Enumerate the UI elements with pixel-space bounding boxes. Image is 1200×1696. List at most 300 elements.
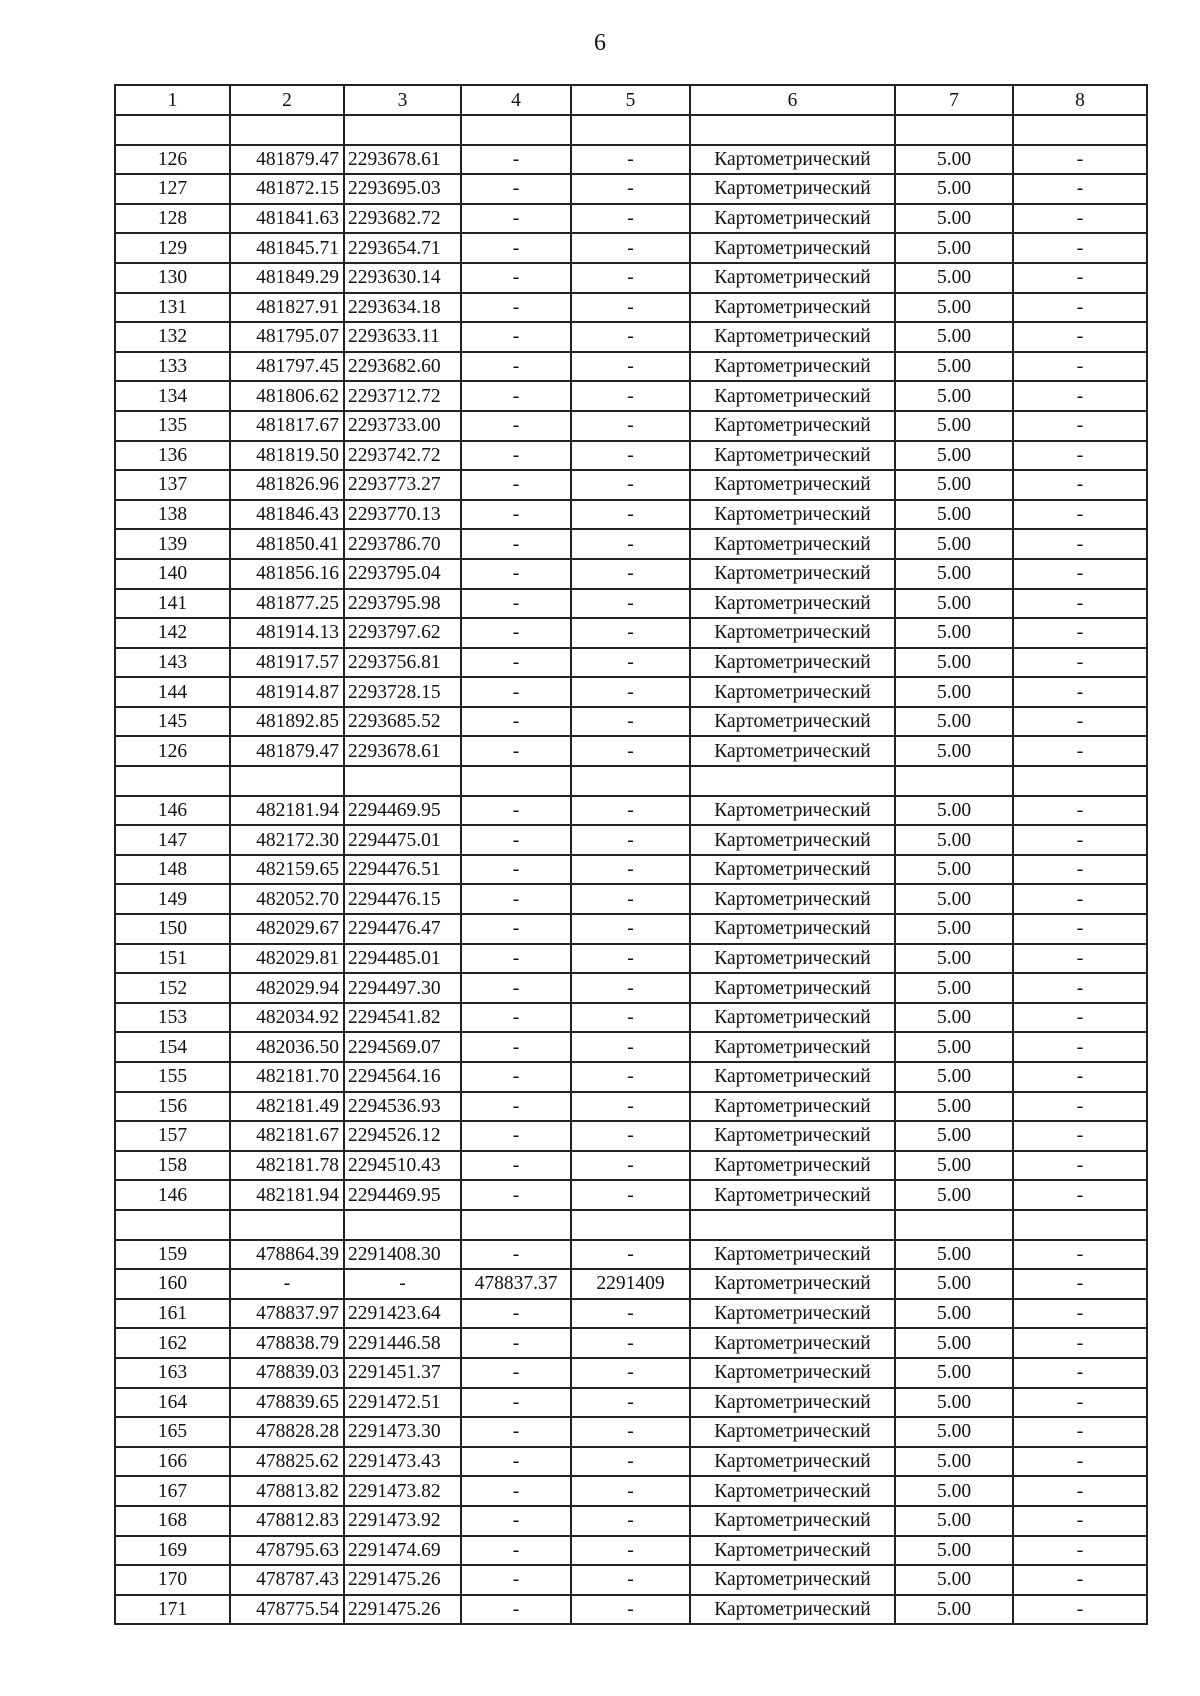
table-row: [115, 1299, 1147, 1329]
y-coordinate-cell: 2293728.15: [344, 677, 461, 707]
y-coordinate-cell: [344, 1210, 461, 1240]
accuracy-cell: [895, 766, 1013, 796]
y-new-cell: -: [571, 500, 690, 530]
y-coordinate-cell: 2293733.00: [344, 411, 461, 441]
method-cell: Картометрический: [690, 174, 895, 204]
point-number-cell: 156: [115, 1092, 230, 1122]
x-new-cell: -: [461, 1240, 571, 1270]
accuracy-cell: 5.00: [895, 707, 1013, 737]
accuracy-cell: 5.00: [895, 589, 1013, 619]
note-cell: -: [1013, 1003, 1147, 1033]
method-cell: Картометрический: [690, 1476, 895, 1506]
accuracy-cell: 5.00: [895, 352, 1013, 382]
accuracy-cell: 5.00: [895, 1269, 1013, 1299]
y-coordinate-cell: 2291473.92: [344, 1506, 461, 1536]
note-cell: -: [1013, 796, 1147, 826]
x-new-cell: -: [461, 1447, 571, 1477]
y-new-cell: [571, 115, 690, 145]
table-row: [115, 263, 1147, 293]
method-cell: Картометрический: [690, 796, 895, 826]
table-row: [115, 973, 1147, 1003]
method-cell: Картометрический: [690, 204, 895, 234]
x-coordinate-cell: 481892.85: [230, 707, 344, 737]
method-cell: Картометрический: [690, 825, 895, 855]
accuracy-cell: 5.00: [895, 914, 1013, 944]
note-cell: -: [1013, 1565, 1147, 1595]
y-new-cell: -: [571, 973, 690, 1003]
point-number-cell: 164: [115, 1388, 230, 1418]
point-number-cell: 168: [115, 1506, 230, 1536]
x-coordinate-cell: 478825.62: [230, 1447, 344, 1477]
note-cell: -: [1013, 174, 1147, 204]
x-coordinate-cell: 478813.82: [230, 1476, 344, 1506]
note-cell: -: [1013, 973, 1147, 1003]
method-cell: Картометрический: [690, 293, 895, 323]
y-new-cell: -: [571, 470, 690, 500]
y-new-cell: -: [571, 145, 690, 175]
accuracy-cell: 5.00: [895, 1565, 1013, 1595]
note-cell: -: [1013, 529, 1147, 559]
accuracy-cell: 5.00: [895, 559, 1013, 589]
note-cell: -: [1013, 677, 1147, 707]
accuracy-cell: 5.00: [895, 174, 1013, 204]
accuracy-cell: 5.00: [895, 825, 1013, 855]
point-number-cell: 126: [115, 145, 230, 175]
accuracy-cell: 5.00: [895, 736, 1013, 766]
table-row: [115, 381, 1147, 411]
note-cell: -: [1013, 1476, 1147, 1506]
table-row: [115, 1210, 1147, 1240]
note-cell: -: [1013, 1121, 1147, 1151]
point-number-cell: 170: [115, 1565, 230, 1595]
x-new-cell: -: [461, 1003, 571, 1033]
table-row: [115, 500, 1147, 530]
x-new-cell: -: [461, 529, 571, 559]
x-new-cell: -: [461, 884, 571, 914]
method-cell: Картометрический: [690, 1092, 895, 1122]
y-new-cell: -: [571, 204, 690, 234]
accuracy-cell: 5.00: [895, 1595, 1013, 1625]
accuracy-cell: 5.00: [895, 1151, 1013, 1181]
page-number: 6: [594, 30, 606, 56]
x-coordinate-cell: 481806.62: [230, 381, 344, 411]
table-body: [115, 85, 1147, 1624]
point-number-cell: 133: [115, 352, 230, 382]
column-header: 3: [344, 85, 461, 115]
method-cell: [690, 1210, 895, 1240]
point-number-cell: [115, 766, 230, 796]
method-cell: Картометрический: [690, 352, 895, 382]
y-new-cell: -: [571, 944, 690, 974]
note-cell: -: [1013, 707, 1147, 737]
method-cell: Картометрический: [690, 322, 895, 352]
note-cell: -: [1013, 263, 1147, 293]
note-cell: -: [1013, 589, 1147, 619]
y-new-cell: 2291409: [571, 1269, 690, 1299]
y-new-cell: [571, 1210, 690, 1240]
y-new-cell: -: [571, 559, 690, 589]
y-coordinate-cell: 2293712.72: [344, 381, 461, 411]
table-row: [115, 145, 1147, 175]
x-coordinate-cell: [230, 766, 344, 796]
x-new-cell: -: [461, 470, 571, 500]
y-coordinate-cell: 2294476.47: [344, 914, 461, 944]
note-cell: -: [1013, 944, 1147, 974]
x-new-cell: -: [461, 914, 571, 944]
method-cell: Картометрический: [690, 648, 895, 678]
point-number-cell: 153: [115, 1003, 230, 1033]
method-cell: Картометрический: [690, 1269, 895, 1299]
method-cell: Картометрический: [690, 470, 895, 500]
note-cell: -: [1013, 500, 1147, 530]
x-coordinate-cell: 481877.25: [230, 589, 344, 619]
point-number-cell: 171: [115, 1595, 230, 1625]
note-cell: -: [1013, 1536, 1147, 1566]
y-new-cell: -: [571, 855, 690, 885]
point-number-cell: 152: [115, 973, 230, 1003]
x-new-cell: -: [461, 1062, 571, 1092]
x-new-cell: -: [461, 589, 571, 619]
x-new-cell: -: [461, 233, 571, 263]
x-new-cell: -: [461, 1151, 571, 1181]
x-new-cell: -: [461, 174, 571, 204]
x-coordinate-cell: 481826.96: [230, 470, 344, 500]
method-cell: Картометрический: [690, 973, 895, 1003]
x-coordinate-cell: 481846.43: [230, 500, 344, 530]
accuracy-cell: 5.00: [895, 381, 1013, 411]
table-row: [115, 529, 1147, 559]
y-new-cell: -: [571, 1476, 690, 1506]
x-coordinate-cell: 482172.30: [230, 825, 344, 855]
x-coordinate-cell: 482181.67: [230, 1121, 344, 1151]
point-number-cell: 163: [115, 1358, 230, 1388]
y-coordinate-cell: 2293795.04: [344, 559, 461, 589]
accuracy-cell: [895, 115, 1013, 145]
accuracy-cell: 5.00: [895, 1476, 1013, 1506]
table-row: [115, 1240, 1147, 1270]
table-row: [115, 1595, 1147, 1625]
method-cell: Картометрический: [690, 1358, 895, 1388]
table-row: [115, 914, 1147, 944]
table-row: [115, 1565, 1147, 1595]
x-coordinate-cell: 478795.63: [230, 1536, 344, 1566]
y-coordinate-cell: 2291475.26: [344, 1595, 461, 1625]
column-header: 1: [115, 85, 230, 115]
y-new-cell: -: [571, 648, 690, 678]
x-new-cell: -: [461, 1092, 571, 1122]
y-coordinate-cell: 2291472.51: [344, 1388, 461, 1418]
table-row: [115, 1032, 1147, 1062]
table-row: [115, 352, 1147, 382]
method-cell: Картометрический: [690, 263, 895, 293]
y-new-cell: -: [571, 914, 690, 944]
x-new-cell: -: [461, 322, 571, 352]
x-coordinate-cell: 482181.94: [230, 1180, 344, 1210]
point-number-cell: 147: [115, 825, 230, 855]
y-coordinate-cell: 2293695.03: [344, 174, 461, 204]
column-header: 6: [690, 85, 895, 115]
x-coordinate-cell: 481795.07: [230, 322, 344, 352]
accuracy-cell: 5.00: [895, 677, 1013, 707]
y-new-cell: -: [571, 352, 690, 382]
table-row: [115, 115, 1147, 145]
note-cell: -: [1013, 1506, 1147, 1536]
y-coordinate-cell: 2294469.95: [344, 796, 461, 826]
y-new-cell: [571, 766, 690, 796]
x-new-cell: -: [461, 1180, 571, 1210]
accuracy-cell: 5.00: [895, 1062, 1013, 1092]
x-new-cell: -: [461, 1536, 571, 1566]
table-row: [115, 322, 1147, 352]
method-cell: Картометрический: [690, 589, 895, 619]
x-new-cell: -: [461, 441, 571, 471]
accuracy-cell: 5.00: [895, 322, 1013, 352]
y-coordinate-cell: 2291473.82: [344, 1476, 461, 1506]
y-new-cell: -: [571, 441, 690, 471]
x-coordinate-cell: 481856.16: [230, 559, 344, 589]
method-cell: Картометрический: [690, 145, 895, 175]
note-cell: -: [1013, 293, 1147, 323]
table-row: [115, 825, 1147, 855]
note-cell: -: [1013, 470, 1147, 500]
y-coordinate-cell: 2293795.98: [344, 589, 461, 619]
table-row: [115, 1417, 1147, 1447]
x-new-cell: -: [461, 707, 571, 737]
y-coordinate-cell: 2294476.51: [344, 855, 461, 885]
table-row: [115, 944, 1147, 974]
table-row: [115, 1121, 1147, 1151]
y-new-cell: -: [571, 1388, 690, 1418]
point-number-cell: 154: [115, 1032, 230, 1062]
table-row: [115, 441, 1147, 471]
point-number-cell: 167: [115, 1476, 230, 1506]
accuracy-cell: 5.00: [895, 1092, 1013, 1122]
column-header: 7: [895, 85, 1013, 115]
y-coordinate-cell: -: [344, 1269, 461, 1299]
x-new-cell: -: [461, 352, 571, 382]
x-coordinate-cell: 478775.54: [230, 1595, 344, 1625]
x-new-cell: -: [461, 1476, 571, 1506]
y-new-cell: -: [571, 1299, 690, 1329]
accuracy-cell: 5.00: [895, 145, 1013, 175]
point-number-cell: 155: [115, 1062, 230, 1092]
method-cell: Картометрический: [690, 1595, 895, 1625]
x-new-cell: -: [461, 1328, 571, 1358]
note-cell: -: [1013, 618, 1147, 648]
column-header: 5: [571, 85, 690, 115]
table-row: [115, 1388, 1147, 1418]
accuracy-cell: 5.00: [895, 1358, 1013, 1388]
accuracy-cell: 5.00: [895, 1240, 1013, 1270]
x-coordinate-cell: 478838.79: [230, 1328, 344, 1358]
method-cell: Картометрический: [690, 736, 895, 766]
y-coordinate-cell: 2293797.62: [344, 618, 461, 648]
x-coordinate-cell: 481817.67: [230, 411, 344, 441]
point-number-cell: 162: [115, 1328, 230, 1358]
y-coordinate-cell: 2291475.26: [344, 1565, 461, 1595]
table-row: [115, 1536, 1147, 1566]
y-coordinate-cell: 2294536.93: [344, 1092, 461, 1122]
y-coordinate-cell: 2294541.82: [344, 1003, 461, 1033]
accuracy-cell: 5.00: [895, 648, 1013, 678]
x-coordinate-cell: 478839.65: [230, 1388, 344, 1418]
table-row: [115, 293, 1147, 323]
x-new-cell: -: [461, 618, 571, 648]
y-coordinate-cell: 2293678.61: [344, 736, 461, 766]
accuracy-cell: 5.00: [895, 1328, 1013, 1358]
y-new-cell: -: [571, 1032, 690, 1062]
point-number-cell: 131: [115, 293, 230, 323]
method-cell: Картометрический: [690, 677, 895, 707]
x-coordinate-cell: 478864.39: [230, 1240, 344, 1270]
x-new-cell: -: [461, 944, 571, 974]
y-new-cell: -: [571, 1180, 690, 1210]
x-coordinate-cell: 478837.97: [230, 1299, 344, 1329]
method-cell: Картометрический: [690, 914, 895, 944]
y-coordinate-cell: 2291423.64: [344, 1299, 461, 1329]
table-row: [115, 677, 1147, 707]
point-number-cell: 151: [115, 944, 230, 974]
x-new-cell: -: [461, 204, 571, 234]
table-header-row: [115, 85, 1147, 115]
note-cell: -: [1013, 1269, 1147, 1299]
y-new-cell: -: [571, 796, 690, 826]
x-coordinate-cell: 482036.50: [230, 1032, 344, 1062]
method-cell: Картометрический: [690, 559, 895, 589]
table-row: [115, 233, 1147, 263]
y-coordinate-cell: 2293634.18: [344, 293, 461, 323]
x-coordinate-cell: 481849.29: [230, 263, 344, 293]
point-number-cell: 140: [115, 559, 230, 589]
x-new-cell: -: [461, 736, 571, 766]
table-row: [115, 707, 1147, 737]
point-number-cell: 148: [115, 855, 230, 885]
accuracy-cell: 5.00: [895, 1506, 1013, 1536]
y-new-cell: -: [571, 1121, 690, 1151]
table-row: [115, 1358, 1147, 1388]
y-coordinate-cell: [344, 115, 461, 145]
table-row: [115, 470, 1147, 500]
accuracy-cell: 5.00: [895, 293, 1013, 323]
accuracy-cell: [895, 1210, 1013, 1240]
table-row: [115, 1151, 1147, 1181]
y-coordinate-cell: 2294497.30: [344, 973, 461, 1003]
y-new-cell: -: [571, 884, 690, 914]
x-coordinate-cell: 481879.47: [230, 736, 344, 766]
accuracy-cell: 5.00: [895, 973, 1013, 1003]
y-new-cell: -: [571, 589, 690, 619]
y-new-cell: -: [571, 1447, 690, 1477]
y-new-cell: -: [571, 707, 690, 737]
note-cell: -: [1013, 559, 1147, 589]
accuracy-cell: 5.00: [895, 500, 1013, 530]
y-coordinate-cell: 2293786.70: [344, 529, 461, 559]
x-coordinate-cell: 478828.28: [230, 1417, 344, 1447]
note-cell: -: [1013, 1240, 1147, 1270]
accuracy-cell: 5.00: [895, 470, 1013, 500]
y-new-cell: -: [571, 1062, 690, 1092]
note-cell: -: [1013, 1328, 1147, 1358]
table-row: [115, 1003, 1147, 1033]
x-coordinate-cell: 481845.71: [230, 233, 344, 263]
x-coordinate-cell: 478787.43: [230, 1565, 344, 1595]
method-cell: Картометрический: [690, 233, 895, 263]
y-coordinate-cell: 2294475.01: [344, 825, 461, 855]
x-new-cell: -: [461, 1388, 571, 1418]
method-cell: Картометрический: [690, 1536, 895, 1566]
y-coordinate-cell: 2294485.01: [344, 944, 461, 974]
note-cell: -: [1013, 1092, 1147, 1122]
y-coordinate-cell: 2293682.72: [344, 204, 461, 234]
y-new-cell: -: [571, 1328, 690, 1358]
note-cell: -: [1013, 736, 1147, 766]
point-number-cell: 134: [115, 381, 230, 411]
y-coordinate-cell: 2291473.43: [344, 1447, 461, 1477]
point-number-cell: 161: [115, 1299, 230, 1329]
point-number-cell: 149: [115, 884, 230, 914]
x-new-cell: -: [461, 1565, 571, 1595]
accuracy-cell: 5.00: [895, 1180, 1013, 1210]
x-new-cell: -: [461, 1595, 571, 1625]
x-new-cell: -: [461, 1358, 571, 1388]
y-new-cell: -: [571, 1595, 690, 1625]
accuracy-cell: 5.00: [895, 855, 1013, 885]
x-coordinate-cell: 481827.91: [230, 293, 344, 323]
y-coordinate-cell: 2294469.95: [344, 1180, 461, 1210]
y-new-cell: -: [571, 322, 690, 352]
y-coordinate-cell: 2293685.52: [344, 707, 461, 737]
y-coordinate-cell: 2294526.12: [344, 1121, 461, 1151]
x-new-cell: -: [461, 559, 571, 589]
note-cell: -: [1013, 914, 1147, 944]
y-new-cell: -: [571, 1092, 690, 1122]
y-new-cell: -: [571, 263, 690, 293]
table-row: [115, 411, 1147, 441]
point-number-cell: 137: [115, 470, 230, 500]
y-coordinate-cell: 2294476.15: [344, 884, 461, 914]
method-cell: Картометрический: [690, 618, 895, 648]
y-new-cell: -: [571, 293, 690, 323]
y-coordinate-cell: 2293654.71: [344, 233, 461, 263]
x-coordinate-cell: 482181.94: [230, 796, 344, 826]
accuracy-cell: 5.00: [895, 233, 1013, 263]
x-coordinate-cell: 482052.70: [230, 884, 344, 914]
y-new-cell: -: [571, 1358, 690, 1388]
accuracy-cell: 5.00: [895, 529, 1013, 559]
method-cell: Картометрический: [690, 855, 895, 885]
point-number-cell: 142: [115, 618, 230, 648]
x-coordinate-cell: 481850.41: [230, 529, 344, 559]
point-number-cell: 132: [115, 322, 230, 352]
note-cell: -: [1013, 1180, 1147, 1210]
point-number-cell: 130: [115, 263, 230, 293]
point-number-cell: 157: [115, 1121, 230, 1151]
x-coordinate-cell: 481917.57: [230, 648, 344, 678]
table-row: [115, 736, 1147, 766]
y-coordinate-cell: 2293630.14: [344, 263, 461, 293]
y-new-cell: -: [571, 381, 690, 411]
method-cell: Картометрический: [690, 1506, 895, 1536]
note-cell: -: [1013, 1447, 1147, 1477]
method-cell: Картометрический: [690, 884, 895, 914]
method-cell: Картометрический: [690, 1299, 895, 1329]
note-cell: -: [1013, 825, 1147, 855]
y-coordinate-cell: 2293682.60: [344, 352, 461, 382]
method-cell: Картометрический: [690, 944, 895, 974]
x-coordinate-cell: 481797.45: [230, 352, 344, 382]
method-cell: Картометрический: [690, 1240, 895, 1270]
accuracy-cell: 5.00: [895, 204, 1013, 234]
